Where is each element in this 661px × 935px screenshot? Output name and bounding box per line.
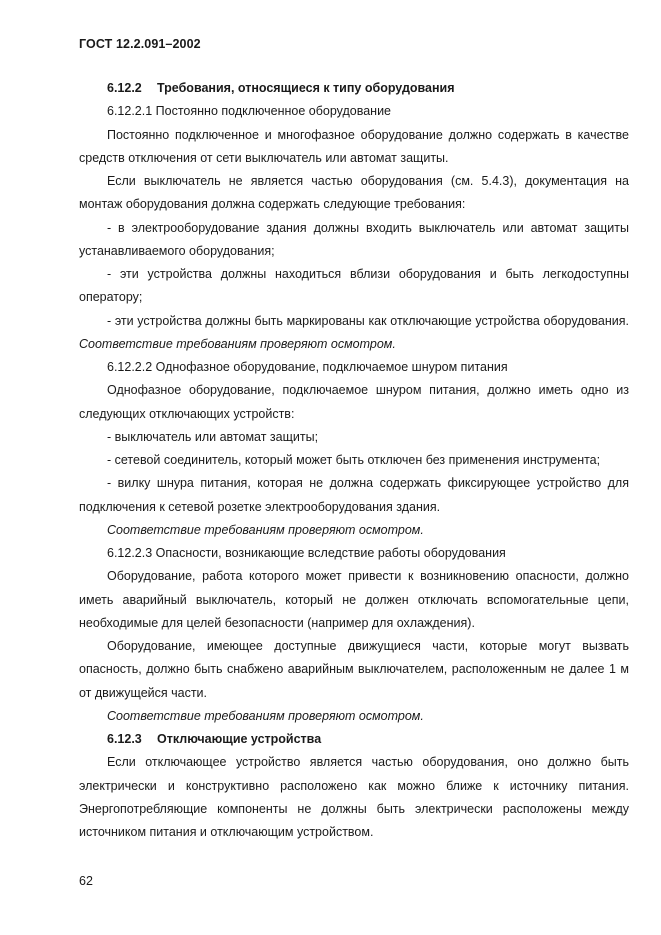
- paragraph: Постоянно подключенное и многофазное оборудование должно содержать в качестве средств отключения от сети выключатель или автомат защиты.: [79, 127, 629, 165]
- paragraph: Если отключающее устройство является частью оборудования, оно должно быть электрически и конструктивно расположено как можно ближе к источнику питания. Энергопотребляющие компоненты не должны быть электрически расположены между источником питания и отключающим устройством.: [79, 755, 629, 839]
- verification-note: Соответствие требованиям проверяют осмотром.: [107, 708, 424, 723]
- list-item: - в электрооборудование здания должны входить выключатель или автомат защиты устанавливаемого оборудования;: [79, 220, 629, 258]
- section-number: 6.12.2: [107, 81, 142, 95]
- paragraph: Оборудование, имеющее доступные движущиеся части, которые могут вызвать опасность, должно быть снабжено аварийным выключателем, расположенным не далее 1 м от движущейся части.: [79, 639, 629, 700]
- page-number: 62: [79, 874, 93, 888]
- subsection-title: 6.12.2.1 Постоянно подключенное оборудование: [107, 104, 392, 119]
- document-header: ГОСТ 12.2.091–2002: [79, 37, 201, 51]
- section-number: 6.12.3: [107, 732, 142, 746]
- paragraph: Оборудование, работа которого может привести к возникновению опасности, должно иметь аварийный выключатель, который не должен отключать вспомогательные цепи, необходимые для целей безопасности (например для охлаждения).: [79, 569, 629, 630]
- list-item: - эти устройства должны находиться вблизи оборудования и быть легкодоступны оператору;: [79, 267, 629, 305]
- verification-note: Соответствие требованиям проверяют осмотром.: [107, 522, 424, 537]
- list-item-text: - эти устройства должны быть маркированы как отключающие устройства оборудования.: [107, 313, 629, 328]
- list-item: - вилку шнура питания, которая не должна содержать фиксирующее устройство для подключения к сетевой розетке электрооборудования здания.: [79, 476, 629, 514]
- paragraph: Однофазное оборудование, подключаемое шнуром питания, должно иметь одно из следующих отключающих устройств:: [79, 383, 629, 421]
- list-item: [79, 310, 629, 357]
- verification-note: Соответствие требованиям проверяют осмотром.: [79, 336, 396, 351]
- list-item: - выключатель или автомат защиты;: [107, 429, 319, 444]
- section-heading-6-12-2: [79, 77, 629, 100]
- document-body: [79, 77, 629, 844]
- paragraph: Если выключатель не является частью оборудования (см. 5.4.3), документация на монтаж оборудования должна содержать следующие требования:: [79, 174, 629, 212]
- section-title: Отключающие устройства: [157, 732, 322, 746]
- section-title: Требования, относящиеся к типу оборудования: [157, 81, 455, 95]
- section-heading-6-12-3: [79, 728, 629, 751]
- list-item: - сетевой соединитель, который может быть отключен без применения инструмента;: [107, 453, 601, 467]
- subsection-title: 6.12.2.2 Однофазное оборудование, подключаемое шнуром питания: [107, 360, 508, 374]
- subsection-title: 6.12.2.3 Опасности, возникающие вследствие работы оборудования: [107, 546, 506, 560]
